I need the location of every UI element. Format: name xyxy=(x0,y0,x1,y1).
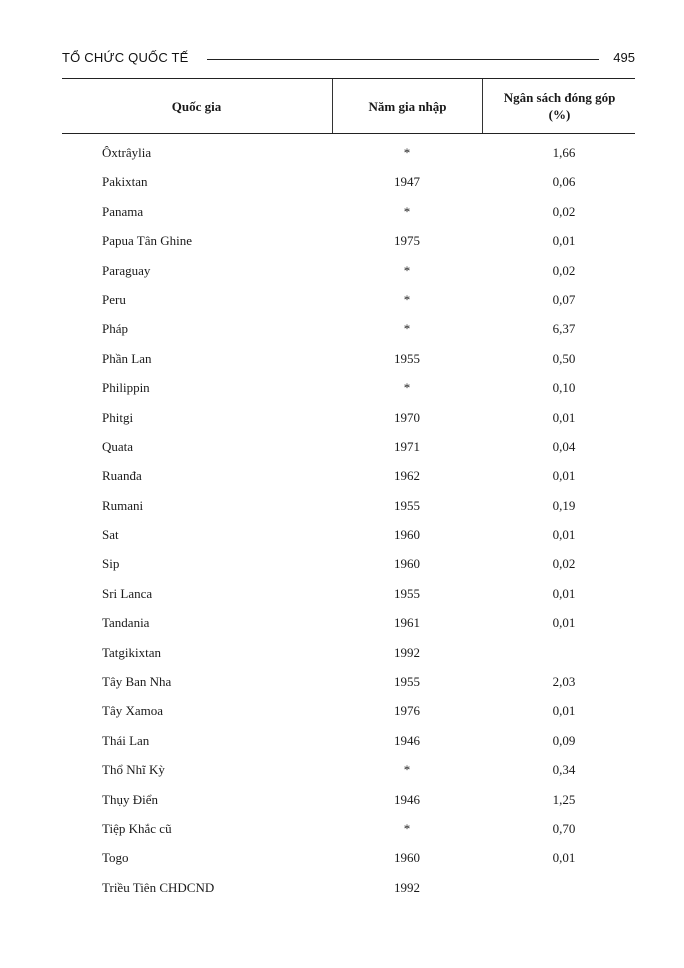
table-row xyxy=(62,578,635,607)
page-number: 495 xyxy=(613,50,635,65)
cell-budget: 0,01 xyxy=(552,585,576,601)
cell-country: Sri Lanca xyxy=(102,585,153,601)
cell-budget: 0,01 xyxy=(552,233,576,249)
cell-budget: 0,01 xyxy=(552,703,576,719)
header-year: Năm gia nhập xyxy=(332,79,482,133)
cell-country: Ôxtrâylia xyxy=(102,145,152,160)
table-row xyxy=(62,225,635,254)
cell-year: 1971 xyxy=(394,438,420,454)
table-row xyxy=(62,666,635,695)
table-row xyxy=(62,284,635,313)
table-row xyxy=(62,725,635,754)
cell-budget: 0,02 xyxy=(552,262,576,278)
cell-year: 1955 xyxy=(394,350,420,366)
cell-year: 1955 xyxy=(394,585,420,601)
cell-budget: 0,04 xyxy=(552,438,576,454)
cell-budget: 0,07 xyxy=(552,291,576,307)
cell-year: * xyxy=(403,762,411,778)
cell-year: * xyxy=(403,321,411,337)
cell-budget: 0,09 xyxy=(552,732,576,748)
cell-country: Thái Lan xyxy=(102,732,150,748)
table-row xyxy=(62,637,635,666)
cell-budget: 0,02 xyxy=(552,556,576,572)
cell-year: 1975 xyxy=(394,233,420,249)
header-budget-line1: Ngân sách đóng góp xyxy=(503,90,616,105)
cell-budget: 0,01 xyxy=(552,527,576,543)
cell-year: 1946 xyxy=(394,732,420,748)
cell-budget: 0,02 xyxy=(552,203,576,219)
table-row xyxy=(62,431,635,460)
cell-budget: 0,50 xyxy=(552,350,576,366)
cell-country: Paraguay xyxy=(102,262,151,278)
running-head xyxy=(62,50,635,68)
table-header xyxy=(62,78,635,134)
cell-budget: 0,10 xyxy=(552,380,576,396)
cell-country: Phitgi xyxy=(102,409,134,425)
cell-country: Panama xyxy=(102,203,144,219)
cell-country: Pháp xyxy=(102,321,128,337)
table-row xyxy=(62,137,635,166)
table-row xyxy=(62,460,635,489)
cell-budget: 0,19 xyxy=(552,497,576,513)
cell-country: Papua Tân Ghine xyxy=(102,233,193,249)
cell-budget: 6,37 xyxy=(552,321,576,337)
cell-year: * xyxy=(403,291,411,307)
cell-budget: 0,06 xyxy=(552,174,576,190)
cell-year: 1992 xyxy=(394,644,420,660)
cell-year: 1960 xyxy=(394,850,420,866)
cell-year: 1955 xyxy=(394,497,420,513)
cell-country: Tandania xyxy=(102,615,150,631)
cell-country: Tatgikixtan xyxy=(102,644,162,660)
cell-year: * xyxy=(403,262,411,278)
cell-country: Tiệp Khắc cũ xyxy=(102,820,172,836)
cell-budget: 1,66 xyxy=(552,145,576,160)
cell-budget: 0,01 xyxy=(552,468,576,484)
cell-country: Togo xyxy=(102,850,129,866)
table-row xyxy=(62,813,635,842)
cell-year: * xyxy=(403,145,411,160)
table-row xyxy=(62,548,635,577)
table-row xyxy=(62,402,635,431)
running-head-title: TỔ CHỨC QUỐC TẾ xyxy=(62,50,189,65)
cell-country: Ruanđa xyxy=(102,468,142,484)
cell-budget: 0,01 xyxy=(552,615,576,631)
cell-country: Sip xyxy=(102,556,120,572)
cell-year: 1992 xyxy=(394,879,420,895)
cell-country: Peru xyxy=(102,291,126,307)
table-row xyxy=(62,166,635,195)
cell-country: Quata xyxy=(102,438,134,454)
cell-country: Thổ Nhĩ Kỳ xyxy=(102,762,165,778)
table-row xyxy=(62,255,635,284)
cell-country: Phần Lan xyxy=(102,350,152,366)
cell-country: Sat xyxy=(102,527,119,543)
cell-year: 1960 xyxy=(394,527,420,543)
header-budget xyxy=(482,79,636,133)
table-row xyxy=(62,842,635,871)
table-row xyxy=(62,490,635,519)
cell-year: 1970 xyxy=(394,409,420,425)
cell-country: Tây Ban Nha xyxy=(102,674,172,690)
table-row xyxy=(62,784,635,813)
cell-country: Pakixtan xyxy=(102,174,148,190)
table-row xyxy=(62,754,635,783)
cell-year: 1946 xyxy=(394,791,420,807)
running-head-rule xyxy=(207,59,599,60)
cell-year: * xyxy=(403,820,411,836)
cell-country: Triều Tiên CHDCND xyxy=(102,879,215,895)
table-row xyxy=(62,872,635,901)
cell-year: 1960 xyxy=(394,556,420,572)
cell-year: 1947 xyxy=(394,174,420,190)
table-row xyxy=(62,372,635,401)
cell-budget: 0,01 xyxy=(552,850,576,866)
cell-year: 1962 xyxy=(394,468,420,484)
header-budget-line2: (%) xyxy=(548,107,571,122)
table-row xyxy=(62,519,635,548)
cell-year: * xyxy=(403,203,411,219)
table-body xyxy=(62,137,635,901)
cell-country: Tây Xamoa xyxy=(102,703,164,719)
table-row xyxy=(62,695,635,724)
cell-country: Rumani xyxy=(102,497,144,513)
cell-country: Thụy Điển xyxy=(102,791,158,807)
cell-budget: 0,01 xyxy=(552,409,576,425)
header-country: Quốc gia xyxy=(171,98,222,114)
cell-budget: 1,25 xyxy=(552,791,576,807)
cell-country: Philippin xyxy=(102,380,150,396)
table-row xyxy=(62,313,635,342)
table-row xyxy=(62,196,635,225)
table-row xyxy=(62,607,635,636)
table-row xyxy=(62,343,635,372)
cell-year: 1976 xyxy=(394,703,420,719)
cell-budget: 0,34 xyxy=(552,762,576,778)
cell-budget: 2,03 xyxy=(552,674,576,690)
cell-year: 1955 xyxy=(394,674,420,690)
cell-year: * xyxy=(403,380,411,396)
cell-year: 1961 xyxy=(394,615,420,631)
cell-budget: 0,70 xyxy=(552,820,576,836)
